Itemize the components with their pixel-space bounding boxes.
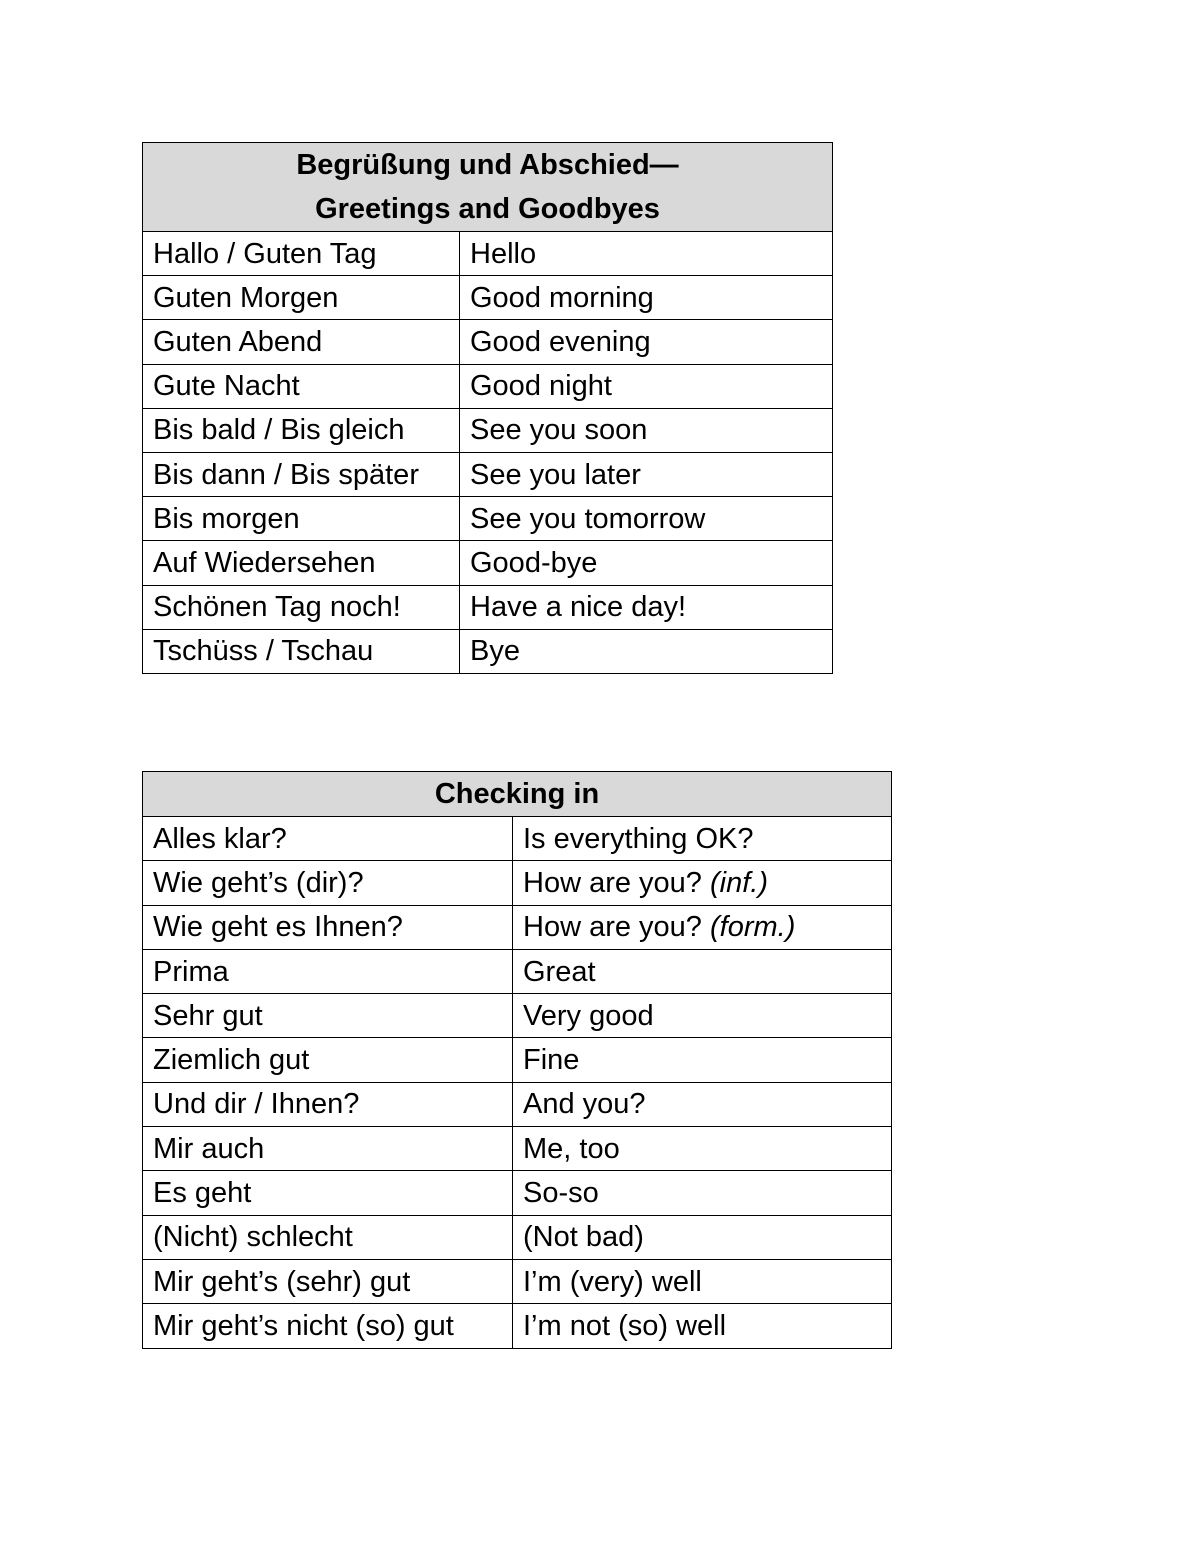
- german-phrase: Es geht: [143, 1171, 513, 1215]
- german-phrase: Bis bald / Bis gleich: [143, 408, 460, 452]
- english-translation: [513, 1171, 892, 1215]
- translation-text: Very good: [523, 999, 654, 1032]
- german-phrase: Ziemlich gut: [143, 1038, 513, 1082]
- german-phrase: Guten Abend: [143, 320, 460, 364]
- german-phrase: Bis morgen: [143, 497, 460, 541]
- table-row: [143, 452, 833, 496]
- english-translation: Good evening: [460, 320, 833, 364]
- table-row: [143, 1082, 892, 1126]
- english-translation: [513, 994, 892, 1038]
- table-row: [143, 232, 833, 276]
- english-translation: [513, 1259, 892, 1303]
- table-title: Checking in: [143, 772, 892, 817]
- english-translation: [513, 1127, 892, 1171]
- table-row: [143, 949, 892, 993]
- english-translation: [513, 905, 892, 949]
- table-row: [143, 585, 833, 629]
- german-phrase: Gute Nacht: [143, 364, 460, 408]
- table-row: [143, 905, 892, 949]
- translation-text: (Not bad): [523, 1221, 644, 1254]
- translation-text: How are you?: [523, 866, 710, 899]
- german-phrase: Mir geht’s nicht (so) gut: [143, 1304, 513, 1348]
- table-row: [143, 276, 833, 320]
- translation-text: Great: [523, 955, 596, 988]
- table-row: [143, 1038, 892, 1082]
- german-phrase: (Nicht) schlecht: [143, 1215, 513, 1259]
- german-phrase: Auf Wiedersehen: [143, 541, 460, 585]
- table-row: [143, 994, 892, 1038]
- table-header-row: [143, 143, 833, 232]
- translation-text: I’m (very) well: [523, 1265, 702, 1298]
- english-translation: [513, 1082, 892, 1126]
- table-row: [143, 1127, 892, 1171]
- english-translation: See you later: [460, 452, 833, 496]
- table-row: [143, 1259, 892, 1303]
- german-phrase: Mir geht’s (sehr) gut: [143, 1259, 513, 1303]
- checking-in-table: [142, 771, 892, 1349]
- english-translation: Bye: [460, 629, 833, 673]
- translation-text: Me, too: [523, 1132, 620, 1165]
- translation-text: How are you?: [523, 911, 710, 944]
- table-row: [143, 408, 833, 452]
- german-phrase: Guten Morgen: [143, 276, 460, 320]
- table-row: [143, 861, 892, 905]
- german-phrase: Wie geht’s (dir)?: [143, 861, 513, 905]
- german-phrase: Bis dann / Bis später: [143, 452, 460, 496]
- greetings-goodbyes-table: [142, 142, 833, 674]
- table-row: [143, 1304, 892, 1348]
- register-note: (inf.): [710, 866, 768, 899]
- table-row: [143, 541, 833, 585]
- table-title: [143, 143, 833, 232]
- english-translation: See you soon: [460, 408, 833, 452]
- translation-text: Is everything OK?: [523, 822, 754, 855]
- translation-text: And you?: [523, 1088, 646, 1121]
- translation-text: So-so: [523, 1177, 599, 1210]
- german-phrase: Schönen Tag noch!: [143, 585, 460, 629]
- english-translation: See you tomorrow: [460, 497, 833, 541]
- translation-text: I’m not (so) well: [523, 1309, 727, 1342]
- english-translation: Hello: [460, 232, 833, 276]
- translation-text: Fine: [523, 1044, 580, 1077]
- table-row: [143, 1171, 892, 1215]
- english-translation: [513, 949, 892, 993]
- german-phrase: Sehr gut: [143, 994, 513, 1038]
- german-phrase: Prima: [143, 949, 513, 993]
- english-translation: Have a nice day!: [460, 585, 833, 629]
- german-phrase: Alles klar?: [143, 817, 513, 861]
- table-title-line-1: Begrüßung und Abschied—: [296, 149, 679, 181]
- table-row: [143, 497, 833, 541]
- german-phrase: Hallo / Guten Tag: [143, 232, 460, 276]
- table-row: [143, 629, 833, 673]
- english-translation: [513, 1304, 892, 1348]
- german-phrase: Tschüss / Tschau: [143, 629, 460, 673]
- table-header-row: [143, 772, 892, 817]
- table-row: [143, 817, 892, 861]
- english-translation: [513, 1038, 892, 1082]
- register-note: (form.): [710, 911, 796, 944]
- english-translation: Good-bye: [460, 541, 833, 585]
- table-row: [143, 1215, 892, 1259]
- table-row: [143, 364, 833, 408]
- english-translation: [513, 1215, 892, 1259]
- table-row: [143, 320, 833, 364]
- german-phrase: Wie geht es Ihnen?: [143, 905, 513, 949]
- german-phrase: Und dir / Ihnen?: [143, 1082, 513, 1126]
- english-translation: Good morning: [460, 276, 833, 320]
- english-translation: Good night: [460, 364, 833, 408]
- english-translation: [513, 817, 892, 861]
- german-phrase: Mir auch: [143, 1127, 513, 1171]
- english-translation: [513, 861, 892, 905]
- table-title-line-2: Greetings and Goodbyes: [315, 193, 660, 225]
